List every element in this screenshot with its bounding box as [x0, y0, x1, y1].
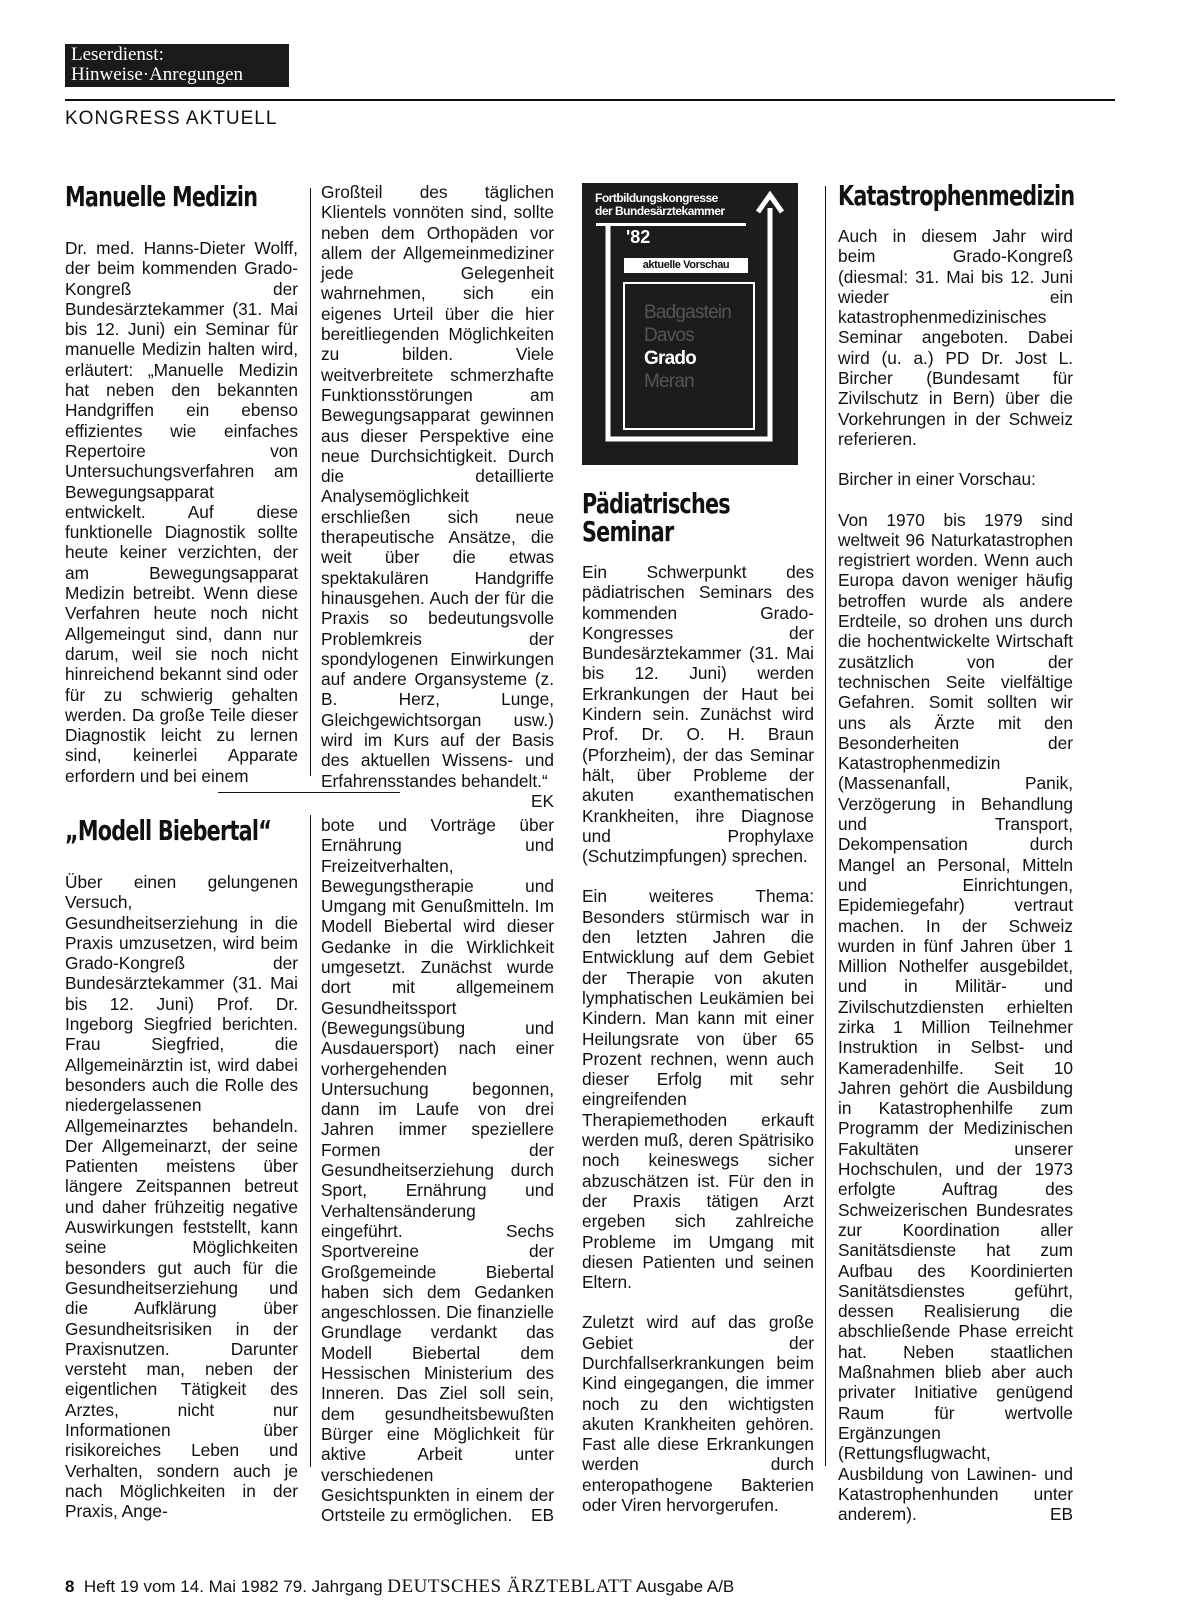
ad-preview-label: aktuelle Vorschau	[624, 258, 748, 273]
ad-title-line-2: der Bundesärztekammer	[595, 204, 725, 218]
article-title-manuelle-medizin: Manuelle Medizin	[65, 180, 258, 213]
header-rule	[65, 99, 1115, 101]
katastrophe-paragraph-2: Bircher in einer Vorschau:	[838, 469, 1036, 490]
biebertal-column-2	[321, 815, 554, 1525]
biebertal-text-1: Über einen gelungenen Versuch, Gesundheitserziehung in die Praxis umzusetzen, wird beim Grado-Kongreß der Bundesärztekammer (31. Mai bis 12. Juni) Prof. Dr. Ingeborg Siegfried berichten. Frau Siegfried, die Allgemeinärztin ist, wird dabei besonders auch die Rolle des niedergelassenen Allgemeinarztes behandeln. Der Allgemeinarzt, der seine Patienten meistens über längere Zeitspannen betreut und daher frühzeitig negative Auswirkungen feststellt, kann seine Möglichkeiten besonders gut auch für die Gesundheitserziehung und die Aufklärung über Gesundheitsrisiken in der Praxisnutzen. Darunter versteht man, neben der eigentlichen Tätigkeit des Arztes, nicht nur Informationen über risikoreiches Leben und Verhalten, sondern auch je nach Möglichkeiten in der Praxis, Ange-	[65, 872, 298, 1522]
ad-year: '82	[626, 227, 651, 247]
kongress-ad	[582, 183, 798, 465]
column-divider	[310, 815, 311, 1467]
katastrophe-signature: EB	[1049, 1504, 1073, 1525]
badge-line-1: Leserdienst:	[71, 44, 164, 65]
ad-title-line-1: Fortbildungskongresse	[595, 191, 718, 205]
article-title-paediatrisches-seminar	[582, 487, 730, 548]
ad-place: Meran	[644, 371, 694, 392]
ad-title	[595, 192, 725, 218]
katastrophe-paragraph-3: Von 1970 bis 1979 sind weltweit 96 Naturkatastrophen registriert worden. Wenn auch Europa davon weniger häufig betroffen wurde als andere Erdteile, so drohen uns durch die hochentwickelte Wirtschaft zusätzlich von der technischen Seite vielfältige Gefahren. Somit sollten wir uns als Ärzte mit den Besonderheiten der Katastrophenmedizin (Massenanfall, Panik, Verzögerung in Behandlung und Transport, Dekompensation durch Mangel an Personal, Mitteln und Einrichtungen, Epidemiegefahr) vertraut machen. In der Schweiz wurden in fünf Jahren über 1 Million Nothelfer ausgebildet, und in Militär- und Zivilschutzdiensten erhielten zirka 1 Million Teilnehmer Instruktion in Selbst- und Kameradenhilfe. Seit 10 Jahren gehört die Ausbildung in Katastrophenhilfe zum Programm der Medizinischen Fakultäten unserer Hochschulen, und der 1973 erfolgte Auftrag des Schweizerischen Bundesrates zur Koordination aller Sanitätsdienste hat zum Aufbau des Koordinierten Sanitätsdienstes geführt, dessen Realisierung die abschließende Phase erreicht hat. Neben staatlichen Maßnahmen blieb aber auch privater Initiative genügend Raum für wertvolle Ergänzungen (Rettungsflugwacht, Ausbildung von Lawinen- und Katastrophenhunden unter anderem). EB	[838, 509, 1073, 1525]
ad-place: Badgastein	[644, 302, 732, 323]
column-divider	[310, 188, 311, 776]
badge-line-2: Hinweise·Anregungen	[71, 64, 244, 85]
page-number: 8	[65, 1577, 75, 1596]
ad-place-highlighted: Grado	[644, 348, 696, 369]
manuelle-text-2: Großteil des täglichen Klientels vonnöten sind, sollte neben dem Orthopäden vor allem der Allgemeinmediziner jede Gelegenheit wahrnehmen, sich ein eigenes Urteil über die hier bereitliegenden Möglichkeiten zu bilden. Viele weitverbreitete schmerzhafte Funktionsstörungen am Bewegungsapparat gewinnen aus dieser Perspektive eine neue Durchsichtigkeit. Durch die detaillierte Analysemöglichkeit erschließen sich neue therapeutische Ansätze, die weit über die etwas spektakulären Handgriffe hinausgehen. Auch der für die Praxis so bedeutungsvolle Problemkreis der spondylogenen Einwirkungen auf andere Organsysteme (z. B. Herz, Lunge, Gleichgewichtsorgan usw.) wird im Kurs auf der Basis des aktuellen Wissens- und Erfahrensstandes behandelt.“ EK	[321, 182, 554, 811]
column-divider	[825, 186, 826, 1466]
article-title-modell-biebertal: „Modell Biebertal“	[65, 814, 272, 847]
paediatrie-paragraph-2: Ein weiteres Thema: Besonders stürmisch war in den letzten Jahren die Entwicklung auf dem Gebiet der Therapie von akuten lymphatischen Leukämien bei Kindern. Man kann mit einer Heilungsrate von über 65 Prozent rechnen, wenn auch dieser Erfolg mit sehr eingreifenden Therapiemethoden erkauft werden muß, deren Spätrisiko noch keineswegs sicher abzuschätzen ist. Für den in der Praxis tätigen Arzt ergeben sich zahlreiche Probleme im Umgang mit diesen Patienten und seinen Eltern.	[582, 886, 814, 1293]
edition: Ausgabe A/B	[635, 1577, 735, 1596]
masthead: DEUTSCHES ÄRZTEBLATT	[387, 1576, 633, 1597]
manuelle-signature: EK	[530, 790, 554, 811]
article-separator	[218, 792, 400, 793]
section-label: KONGRESS AKTUELL	[65, 108, 278, 129]
title-line-2: Seminar	[582, 515, 674, 548]
biebertal-signature: EB	[530, 1505, 554, 1526]
manuelle-text-1: Dr. med. Hanns-Dieter Wolff, der beim kommenden Grado-Kongreß der Bundesärztekammer (31. Mai bis 12. Juni) ein Seminar für manuelle Medizin halten wird, erläutert: „Manuelle Medizin hat neben den bekannten Handgriffen ein ebenso effizientes wie einfaches Repertoire von Untersuchungsverfahren am Bewegungsapparat entwickelt. Auf diese funktionelle Diagnostik sollte heute keiner verzichten, der am Bewegungsapparat Medizin betreibt. Wenn diese Verfahren heute noch nicht Allgemeingut sind, dann nur darum, weil sie noch nicht hinreichend bekannt sind oder für zu schwierig gehalten werden. Da große Teile dieser Diagnostik leicht zu lernen sind, keinerlei Apparate erfordern und bei einem	[65, 238, 298, 786]
katastrophe-paragraph-1: Auch in diesem Jahr wird beim Grado-Kongreß (diesmal: 31. Mai bis 12. Juni wieder ein katastrophenmedizinisches Seminar angeboten. Dabei wird (u. a.) PD Dr. Jost L. Bircher (Bundesamt für Zivilschutz in Bern) über die Vorkehrungen in der Schweiz referieren.	[838, 226, 1073, 449]
biebertal-column-1	[65, 872, 298, 1522]
manuelle-column-1	[65, 238, 298, 786]
paediatrie-paragraph-3: Zuletzt wird auf das große Gebiet der Durchfallserkrankungen beim Kind eingegangen, die immer noch zu den wichtigsten akuten Krankheiten gehören. Fast alle diese Erkrankungen werden durch enteropathogene Bakterien oder Viren hervorgerufen.	[582, 1312, 814, 1516]
ad-place-list	[644, 301, 731, 393]
paediatrie-column	[582, 562, 814, 1515]
paediatrie-paragraph-1: Ein Schwerpunkt des pädiatrischen Seminars des kommenden Grado-Kongresses der Bundesärztekammer (31. Mai bis 12. Juni) werden Erkrankungen der Haut bei Kindern sein. Zunächst wird Prof. Dr. O. H. Braun (Pforzheim), der das Seminar hält, über Probleme der akuten exanthematischen Krankheiten, ihre Diagnose und Prophylaxe (Schutzimpfungen) sprechen.	[582, 562, 814, 867]
page-footer	[65, 1576, 734, 1598]
ad-place: Davos	[644, 325, 694, 346]
biebertal-text-2: bote und Vorträge über Ernährung und Freizeitverhalten, Bewegungstherapie und Umgang mit Genußmitteln. Im Modell Biebertal wird dieser Gedanke in die Wirklichkeit umgesetzt. Zunächst wurde dort mit allgemeinem Gesundheitssport (Bewegungsübung und Ausdauersport) nach einer vorhergehenden Untersuchung begonnen, dann im Laufe von drei Jahren immer speziellere Formen der Gesundheitserziehung durch Sport, Ernährung und Verhaltensänderung eingeführt. Sechs Sportvereine der Großgemeinde Biebertal haben sich dem Gedanken angeschlossen. Die finanzielle Grundlage verdankt das Modell Biebertal dem Hessischen Ministerium des Inneren. Das Ziel soll sein, dem gesundheitsbewußten Bürger eine Möglichkeit für aktive Arbeit unter verschiedenen Gesichtspunkten in einem der Ortsteile zu ermöglichen. EB	[321, 815, 554, 1526]
issue-info: Heft 19 vom 14. Mai 1982 79. Jahrgang	[83, 1577, 383, 1596]
katastrophe-column	[838, 226, 1073, 1524]
leserdienst-badge	[65, 44, 289, 87]
article-title-katastrophenmedizin: Katastrophenmedizin	[838, 179, 1075, 212]
title-line-1: Pädiatrisches	[582, 487, 730, 520]
manuelle-column-2	[321, 182, 554, 811]
